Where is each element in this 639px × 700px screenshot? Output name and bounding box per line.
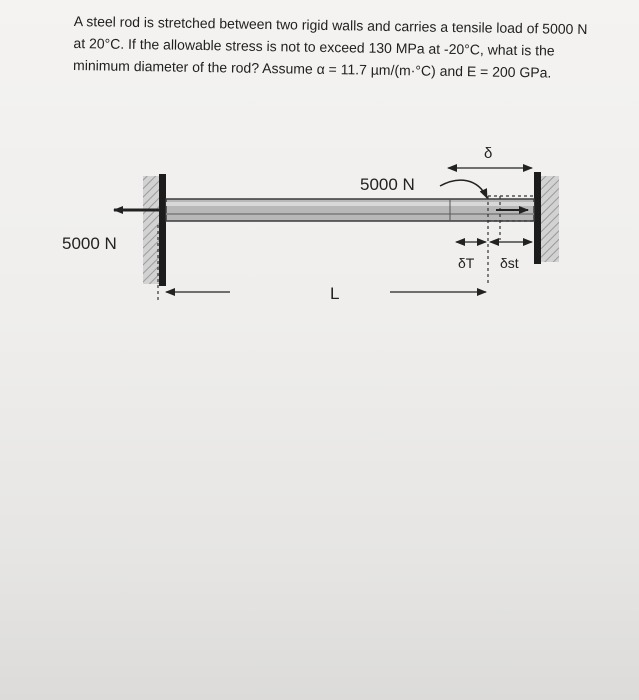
- problem-statement: A steel rod is stretched between two rigid walls and carries a tensile load of 5000 N at 20°C. If the allowable stress is not to exceed 130 MPa at -20°C, what is the minimum diameter of the rod? Assume α = 11.7 µm/(m·°C) and E = 200 GPa.: [73, 12, 588, 81]
- right-load-label: 5000 N: [360, 175, 415, 194]
- right-load-pointer: [440, 180, 487, 198]
- left-wall: [143, 174, 166, 286]
- length-label: L: [330, 284, 340, 303]
- right-wall: [534, 172, 559, 264]
- delta-st-label: δst: [500, 255, 519, 271]
- left-load-label: 5000 N: [62, 234, 117, 253]
- steel-rod: [166, 199, 534, 221]
- delta-t-label: δT: [458, 255, 475, 271]
- delta-label: δ: [484, 145, 493, 162]
